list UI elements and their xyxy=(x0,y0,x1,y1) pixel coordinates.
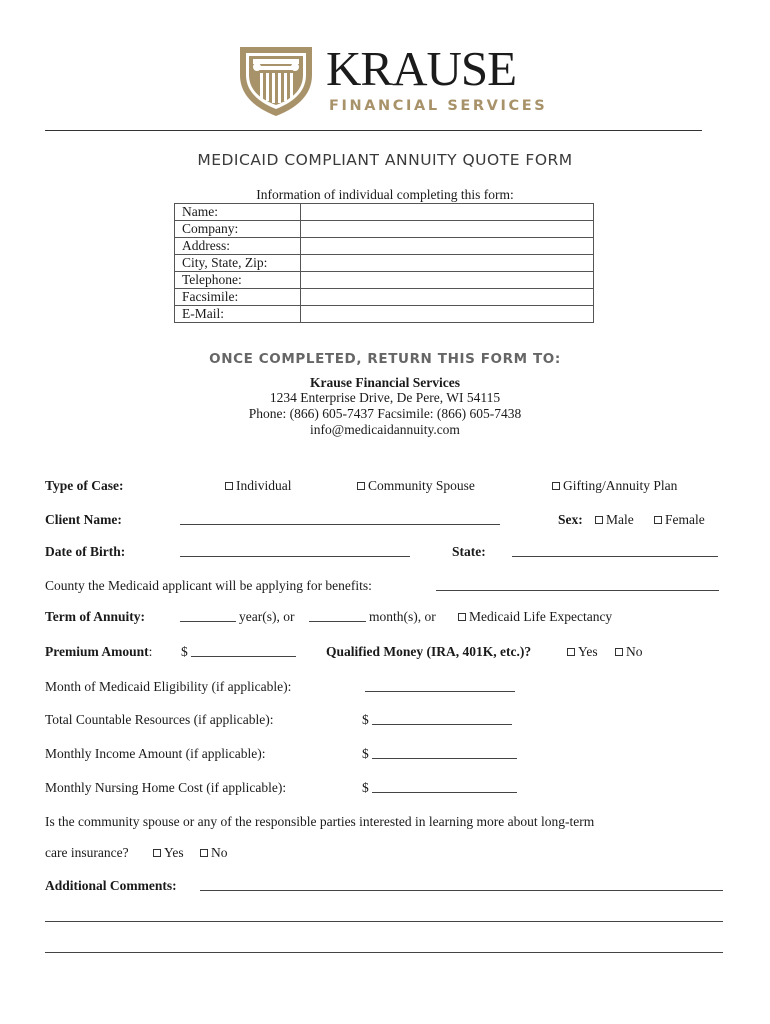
info-label: E-Mail: xyxy=(175,306,301,323)
checkbox-icon[interactable] xyxy=(654,516,662,524)
brand-name: KRAUSE xyxy=(326,41,517,96)
return-address: 1234 Enterprise Drive, De Pere, WI 54115 xyxy=(269,390,501,405)
info-row-company xyxy=(175,221,594,238)
qualified-yes-option[interactable] xyxy=(567,644,598,660)
checkbox-icon[interactable] xyxy=(615,648,623,656)
option-label: Yes xyxy=(578,644,598,659)
checkbox-icon[interactable] xyxy=(225,482,233,490)
countable-currency: $ xyxy=(362,712,369,727)
option-label: Community Spouse xyxy=(368,478,475,493)
comments-line-3[interactable] xyxy=(45,952,723,953)
name-field[interactable] xyxy=(301,204,594,221)
checkbox-icon[interactable] xyxy=(567,648,575,656)
option-label: Yes xyxy=(164,845,184,860)
dob-field[interactable] xyxy=(180,556,410,557)
qualified-no-option[interactable] xyxy=(615,644,643,660)
countable-resources-field[interactable] xyxy=(372,724,512,725)
option-label: Gifting/Annuity Plan xyxy=(563,478,678,493)
qualified-money-label: Qualified Money (IRA, 401K, etc.)? xyxy=(326,644,532,659)
checkbox-icon[interactable] xyxy=(200,849,208,857)
form-title: MEDICAID COMPLIANT ANNUITY QUOTE FORM xyxy=(197,151,573,169)
telephone-field[interactable] xyxy=(301,272,594,289)
checkbox-icon[interactable] xyxy=(552,482,560,490)
krause-logo-shield-icon xyxy=(238,45,314,117)
premium-currency: $ xyxy=(181,644,188,659)
city-state-zip-field[interactable] xyxy=(301,255,594,272)
comments-line-1[interactable] xyxy=(200,890,723,891)
info-table xyxy=(174,203,594,323)
nursing-home-cost-field[interactable] xyxy=(372,792,517,793)
info-row-name xyxy=(175,204,594,221)
comments-line-2[interactable] xyxy=(45,921,723,922)
sex-label: Sex: xyxy=(558,512,583,527)
info-label: Facsimile: xyxy=(175,289,301,306)
return-company: Krause Financial Services xyxy=(310,375,460,390)
option-label: No xyxy=(626,644,643,659)
option-label: Female xyxy=(665,512,705,527)
state-label: State: xyxy=(452,544,486,559)
state-field[interactable] xyxy=(512,556,718,557)
medicaid-life-expectancy-option[interactable] xyxy=(458,609,612,625)
checkbox-icon[interactable] xyxy=(595,516,603,524)
info-label: City, State, Zip: xyxy=(175,255,301,272)
term-label: Term of Annuity: xyxy=(45,609,146,624)
checkbox-icon[interactable] xyxy=(357,482,365,490)
info-row-email xyxy=(175,306,594,323)
additional-comments-label: Additional Comments: xyxy=(45,878,177,893)
header-divider xyxy=(45,130,702,131)
info-label: Name: xyxy=(175,204,301,221)
ltc-question-line2: care insurance? xyxy=(45,845,129,860)
option-label: No xyxy=(211,845,228,860)
premium-label: Premium Amount xyxy=(45,644,149,659)
premium-label-group xyxy=(45,644,152,660)
return-title: ONCE COMPLETED, RETURN THIS FORM TO: xyxy=(209,351,561,367)
premium-colon: : xyxy=(148,644,153,659)
return-phone-fax: Phone: (866) 605-7437 Facsimile: (866) 605-7438 xyxy=(248,406,522,421)
term-months-field[interactable] xyxy=(309,621,366,622)
ltc-no-option[interactable] xyxy=(200,845,228,861)
checkbox-icon[interactable] xyxy=(458,613,466,621)
case-gifting-option[interactable] xyxy=(552,478,677,494)
nursing-home-cost-label: Monthly Nursing Home Cost (if applicable): xyxy=(45,780,287,795)
monthly-income-field[interactable] xyxy=(372,758,517,759)
monthly-income-label: Monthly Income Amount (if applicable): xyxy=(45,746,266,761)
client-name-label: Client Name: xyxy=(45,512,122,527)
brand-subtitle: FINANCIAL SERVICES xyxy=(329,98,548,114)
company-field[interactable] xyxy=(301,221,594,238)
dob-label: Date of Birth: xyxy=(45,544,126,559)
term-years-label: year(s), or xyxy=(239,609,295,624)
type-of-case-label: Type of Case: xyxy=(45,478,124,493)
email-field[interactable] xyxy=(301,306,594,323)
option-label: Male xyxy=(606,512,634,527)
address-field[interactable] xyxy=(301,238,594,255)
info-row-telephone xyxy=(175,272,594,289)
info-row-facsimile xyxy=(175,289,594,306)
nursing-currency: $ xyxy=(362,780,369,795)
info-label: Address: xyxy=(175,238,301,255)
county-label: County the Medicaid applicant will be applying for benefits: xyxy=(45,578,372,593)
sex-male-option[interactable] xyxy=(595,512,634,528)
case-community-spouse-option[interactable] xyxy=(357,478,475,494)
ltc-question-line1: Is the community spouse or any of the responsible parties interested in learning more about long-term xyxy=(45,814,595,829)
countable-resources-label: Total Countable Resources (if applicable): xyxy=(45,712,274,727)
info-label: Company: xyxy=(175,221,301,238)
case-individual-option[interactable] xyxy=(225,478,292,494)
sex-female-option[interactable] xyxy=(654,512,705,528)
return-email: info@medicaidannuity.com xyxy=(310,422,460,437)
term-years-field[interactable] xyxy=(180,621,236,622)
month-eligibility-field[interactable] xyxy=(365,691,515,692)
info-row-address xyxy=(175,238,594,255)
ltc-yes-option[interactable] xyxy=(153,845,184,861)
county-field[interactable] xyxy=(436,590,719,591)
info-caption: Information of individual completing this form: xyxy=(256,187,514,202)
month-eligibility-label: Month of Medicaid Eligibility (if applicable): xyxy=(45,679,292,694)
option-label: Individual xyxy=(236,478,292,493)
info-label: Telephone: xyxy=(175,272,301,289)
income-currency: $ xyxy=(362,746,369,761)
facsimile-field[interactable] xyxy=(301,289,594,306)
info-row-city xyxy=(175,255,594,272)
term-months-label: month(s), or xyxy=(369,609,436,624)
client-name-field[interactable] xyxy=(180,524,500,525)
checkbox-icon[interactable] xyxy=(153,849,161,857)
option-label: Medicaid Life Expectancy xyxy=(469,609,613,624)
premium-field[interactable] xyxy=(191,656,296,657)
